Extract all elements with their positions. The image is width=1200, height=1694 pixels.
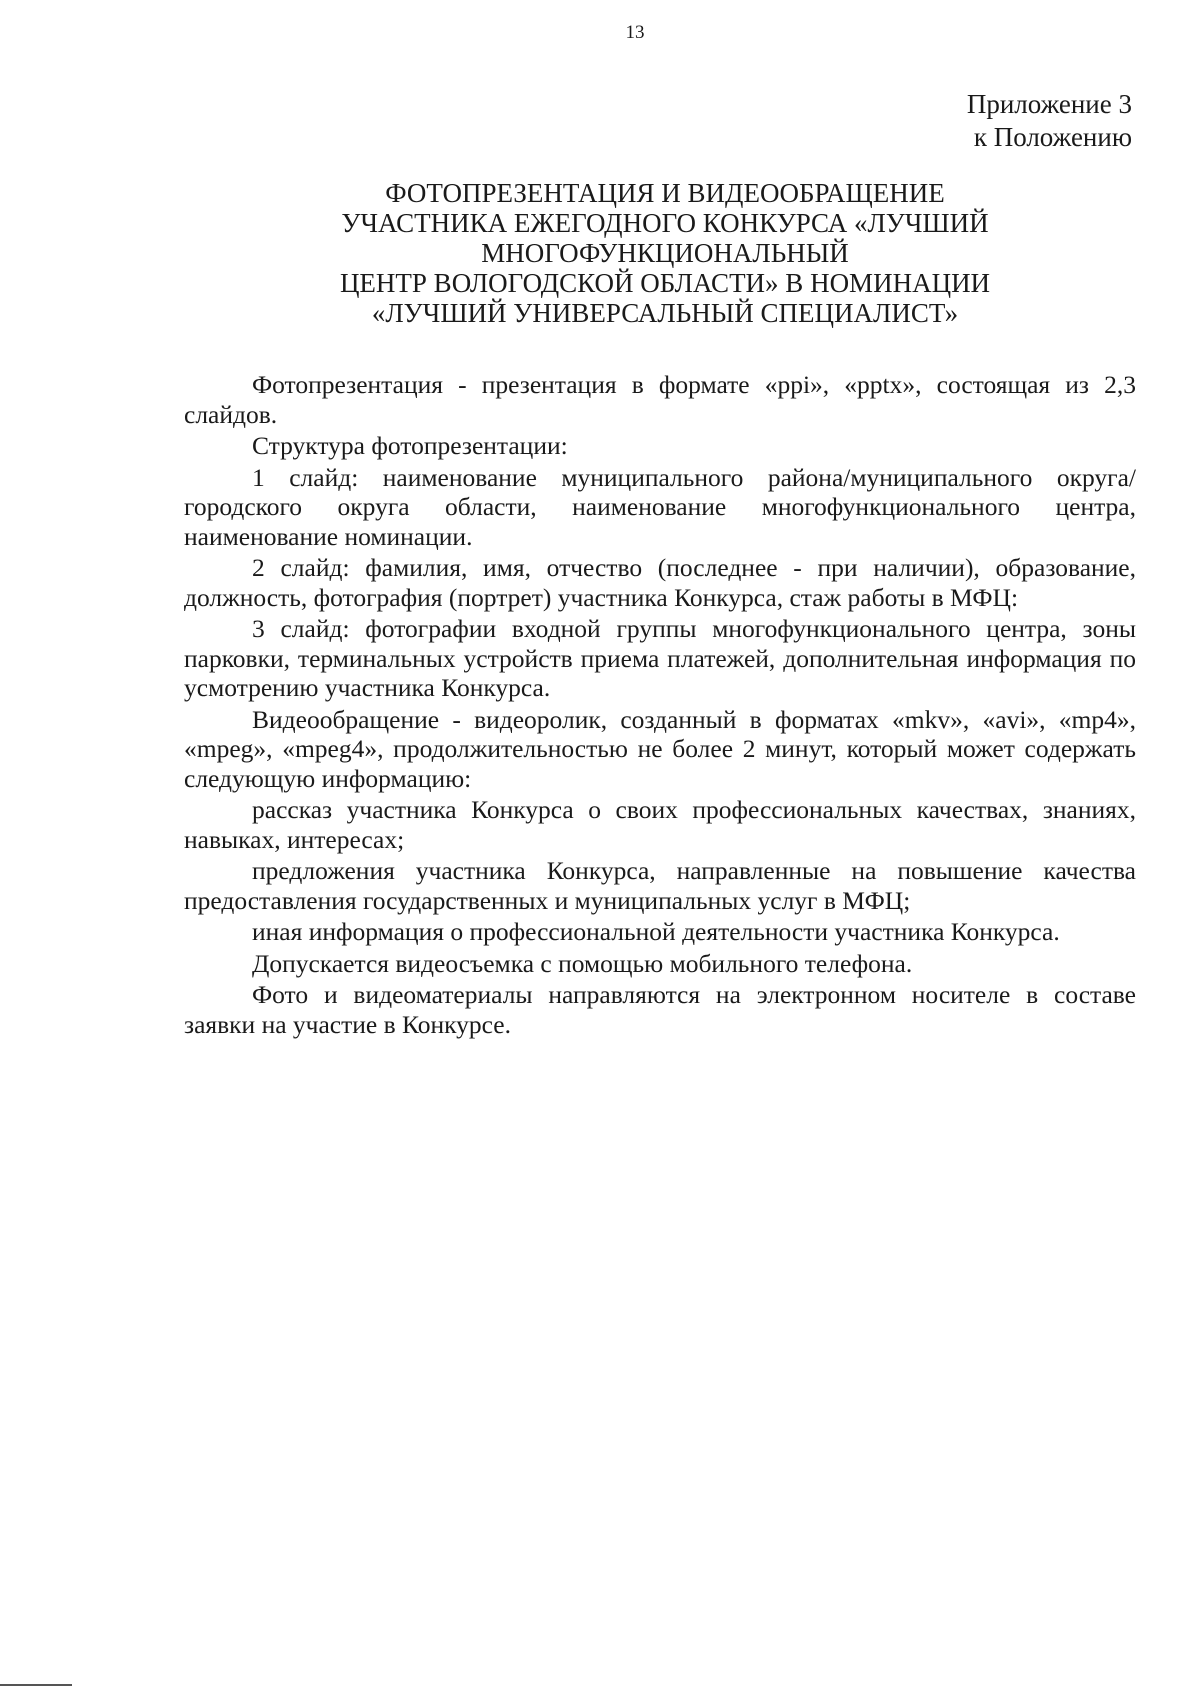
document-body	[184, 370, 1136, 1041]
appendix-line-1: Приложение 3	[966, 89, 1132, 119]
margin-mark	[0, 1684, 72, 1686]
paragraph-slide-1: 1 слайд: наименование муниципального района/муниципального округа/городского округа области, наименование многофункционального центра, наименование номинации.	[184, 462, 1136, 551]
title-line-3: МНОГОФУНКЦИОНАЛЬНЫЙ	[481, 238, 849, 268]
title-line-1: ФОТОПРЕЗЕНТАЦИЯ И ВИДЕООБРАЩЕНИЕ	[385, 178, 945, 208]
paragraph-intro: Фотопрезентация - презентация в формате «ppi», «pptx», состоящая из 2,3 слайдов.	[184, 370, 1136, 429]
page-number: 13	[625, 22, 645, 43]
paragraph-video-proposals: предложения участника Конкурса, направленные на повышение качества предоставления государственных и муниципальных услуг в МФЦ;	[184, 856, 1136, 915]
appendix-reference	[967, 88, 1132, 154]
paragraph-submission: Фото и видеоматериалы направляются на электронном носителе в составе заявки на участие в Конкурсе.	[184, 980, 1136, 1039]
paragraph-video-other: иная информация о профессиональной деятельности участника Конкурса.	[252, 917, 1060, 946]
paragraph-structure-heading: Структура фотопрезентации:	[252, 431, 568, 460]
paragraph-slide-2: 2 слайд: фамилия, имя, отчество (последнее - при наличии), образование, должность, фотография (портрет) участника Конкурса, стаж работы в МФЦ:	[184, 553, 1136, 612]
title-line-5: «ЛУЧШИЙ УНИВЕРСАЛЬНЫЙ СПЕЦИАЛИСТ»	[371, 298, 959, 328]
title-line-4: ЦЕНТР ВОЛОГОДСКОЙ ОБЛАСТИ» В НОМИНАЦИИ	[339, 268, 991, 298]
paragraph-slide-3: 3 слайд: фотографии входной группы многофункционального центра, зоны парковки, терминальных устройств приема платежей, дополнительная информация по усмотрению участника Конкурса.	[184, 614, 1136, 702]
paragraph-mobile: Допускается видеосъемка с помощью мобильного телефона.	[252, 948, 913, 978]
paragraph-video: Видеообращение - видеоролик, созданный в форматах «mkv», «avi», «mp4», «mpeg», «mpeg4», продолжительностью не более 2 минут, который может содержать следующую информацию:	[184, 704, 1136, 793]
document-title	[200, 178, 1130, 328]
paragraph-video-story: рассказ участника Конкурса о своих профессиональных качествах, знаниях, навыках, интересах;	[184, 795, 1136, 854]
appendix-line-2: к Положению	[973, 122, 1132, 152]
title-line-2: УЧАСТНИКА ЕЖЕГОДНОГО КОНКУРСА «ЛУЧШИЙ	[341, 208, 989, 238]
